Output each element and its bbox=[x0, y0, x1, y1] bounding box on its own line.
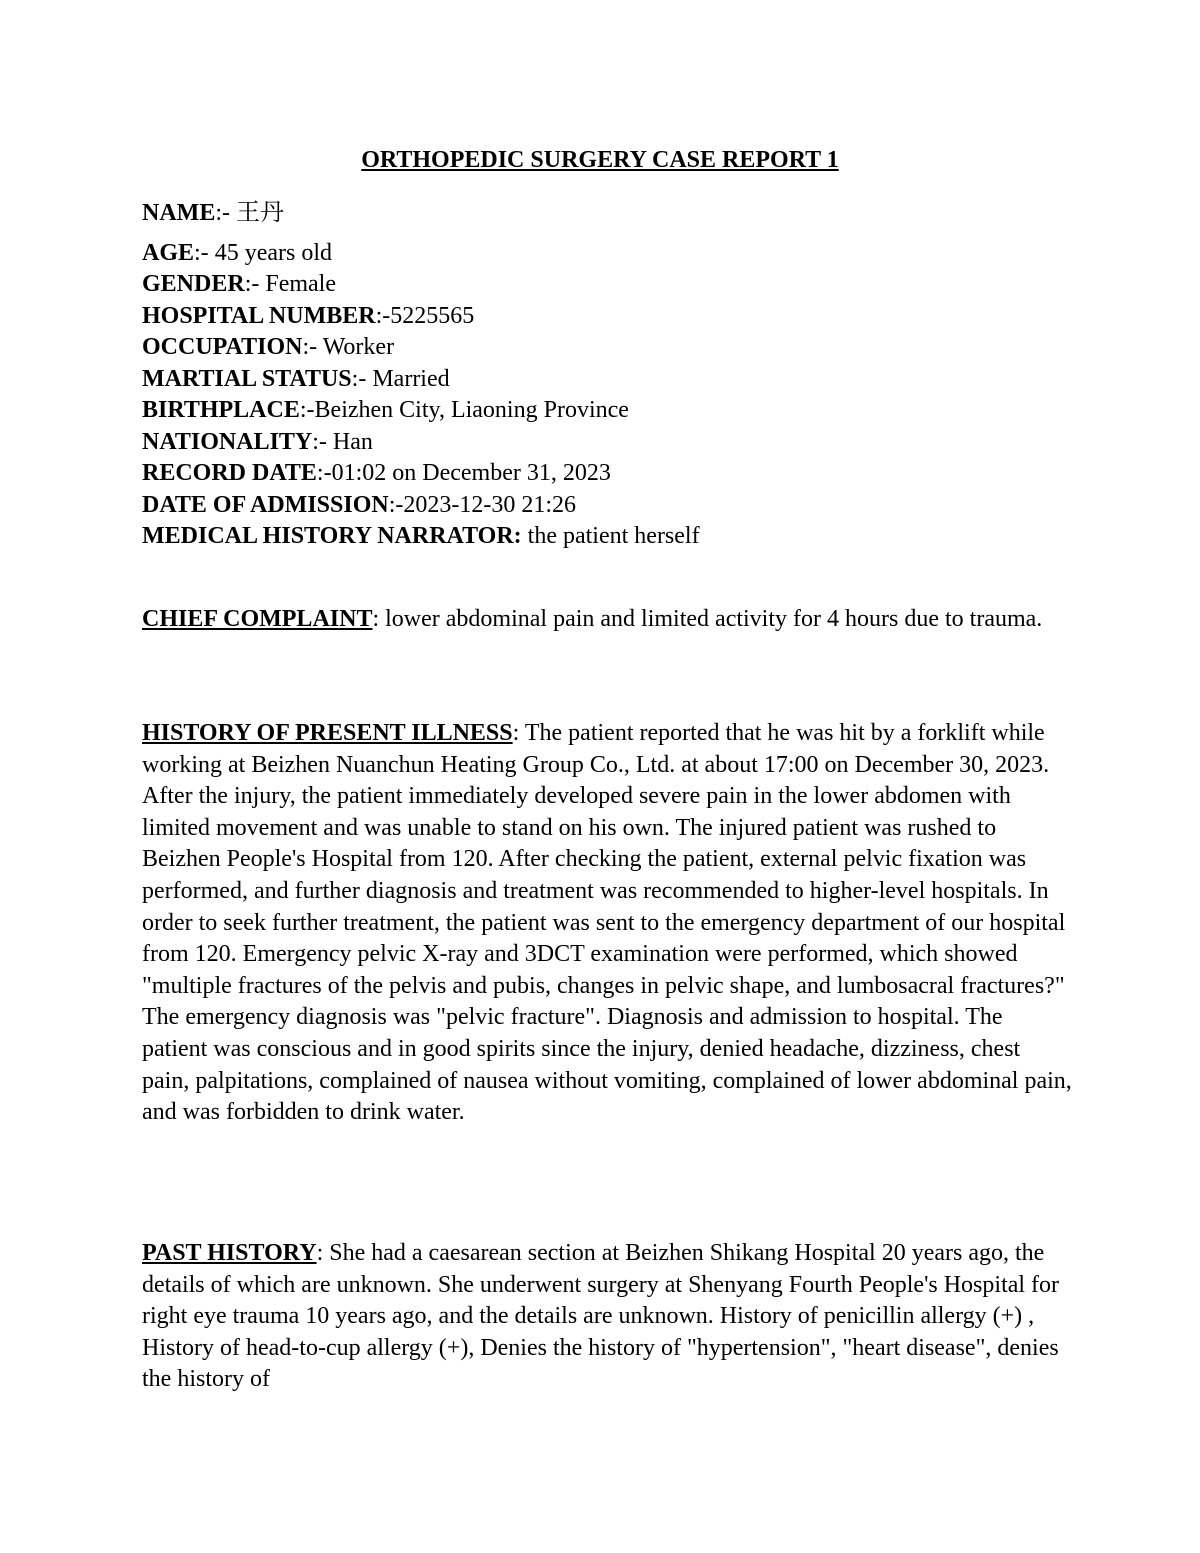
field-gender bbox=[142, 269, 1072, 301]
field-label: MEDICAL HISTORY NARRATOR: bbox=[142, 523, 522, 549]
field-value: Female bbox=[265, 271, 336, 297]
field-history-narrator bbox=[142, 521, 1072, 553]
field-hospital-number bbox=[142, 301, 1072, 333]
field-separator: :- bbox=[302, 334, 323, 360]
report-title: ORTHOPEDIC SURGERY CASE REPORT 1 bbox=[361, 147, 839, 173]
field-separator: :- bbox=[299, 397, 315, 423]
field-value: Beizhen City, Liaoning Province bbox=[314, 397, 629, 423]
field-value: Married bbox=[372, 365, 450, 392]
past-history-section bbox=[142, 1238, 1072, 1396]
field-value: 01:02 on December 31, 2023 bbox=[331, 460, 611, 486]
field-age bbox=[142, 238, 1072, 270]
field-value: 2023-12-30 21:26 bbox=[403, 491, 577, 518]
field-record-date bbox=[142, 458, 1072, 490]
patient-info-fields bbox=[142, 198, 1072, 553]
field-value: 王丹 bbox=[236, 200, 284, 226]
chief-complaint-section bbox=[142, 604, 1072, 636]
field-separator: :- bbox=[215, 200, 236, 226]
section-heading: PAST HISTORY bbox=[142, 1240, 317, 1266]
section-heading: CHIEF COMPLAINT bbox=[142, 606, 373, 632]
field-label: DATE OF ADMISSION bbox=[142, 491, 389, 518]
field-separator: :- bbox=[194, 239, 215, 266]
field-label: GENDER bbox=[142, 271, 245, 297]
section-heading: HISTORY OF PRESENT ILLNESS bbox=[142, 720, 513, 746]
field-separator: :- bbox=[351, 365, 373, 392]
field-label: HOSPITAL NUMBER bbox=[142, 302, 376, 329]
section-text: The patient reported that he was hit by a forklift while working at Beizhen Nuanchun Heating Group Co., Ltd. at about 17:00 on December 30, 2023. After the injury, the patient immediately developed severe pain in the lower abdomen with limited movement and was unable to stand on his own. The injured patient was rushed to Beizhen People's Hospital from 120. After checking the patient, external pelvic fixation was performed, and further diagnosis and treatment was recommended to higher-level hospitals. In order to seek further treatment, the patient was sent to the emergency department of our hospital from 120. Emergency pelvic X-ray and 3DCT examination were performed, which showed "multiple fractures of the pelvis and pubis, changes in pelvic shape, and lumbosacral fractures?" The emergency diagnosis was "pelvic fracture". Diagnosis and admission to hospital. The patient was conscious and in good spirits since the injury, denied headache, dizziness, chest pain, palpitations, complained of nausea without vomiting, complained of lower abdominal pain, and was forbidden to drink water. bbox=[142, 720, 1072, 1126]
section-separator: : bbox=[372, 606, 386, 632]
field-label: AGE bbox=[142, 239, 195, 266]
section-text: lower abdominal pain and limited activity for 4 hours due to trauma. bbox=[385, 606, 1043, 632]
field-label: NAME bbox=[142, 200, 216, 226]
field-value: 5225565 bbox=[390, 302, 475, 329]
field-value: the patient herself bbox=[527, 523, 700, 549]
field-birthplace bbox=[142, 395, 1072, 427]
field-separator: :- bbox=[244, 271, 266, 297]
field-label: MARTIAL STATUS bbox=[142, 365, 352, 392]
field-nationality bbox=[142, 427, 1072, 459]
field-occupation bbox=[142, 332, 1072, 364]
field-marital-status bbox=[142, 364, 1072, 396]
field-separator: :- bbox=[316, 460, 332, 486]
field-label: NATIONALITY bbox=[142, 428, 313, 455]
field-date-of-admission bbox=[142, 490, 1072, 522]
section-separator: : bbox=[316, 1240, 330, 1266]
field-value: Worker bbox=[322, 334, 395, 360]
field-label: OCCUPATION bbox=[142, 334, 303, 360]
field-label: RECORD DATE bbox=[142, 460, 317, 486]
field-separator: :- bbox=[312, 428, 333, 455]
section-separator: : bbox=[512, 720, 525, 746]
section-text: She had a caesarean section at Beizhen Shikang Hospital 20 years ago, the details of which are unknown. She underwent surgery at Shenyang Fourth People's Hospital for right eye trauma 10 years ago, and the details are unknown. History of penicillin allergy (+) , History of head-to-cup allergy (+), Denies the history of "hypertension", "heart disease", denies the history of bbox=[142, 1240, 1060, 1393]
history-present-illness-section bbox=[142, 718, 1072, 1129]
field-separator: :- bbox=[388, 491, 404, 518]
field-name bbox=[142, 198, 1072, 230]
field-value: 45 years old bbox=[214, 239, 332, 266]
field-separator: :- bbox=[375, 302, 391, 329]
field-label: BIRTHPLACE bbox=[142, 397, 300, 423]
field-value: Han bbox=[332, 428, 373, 455]
